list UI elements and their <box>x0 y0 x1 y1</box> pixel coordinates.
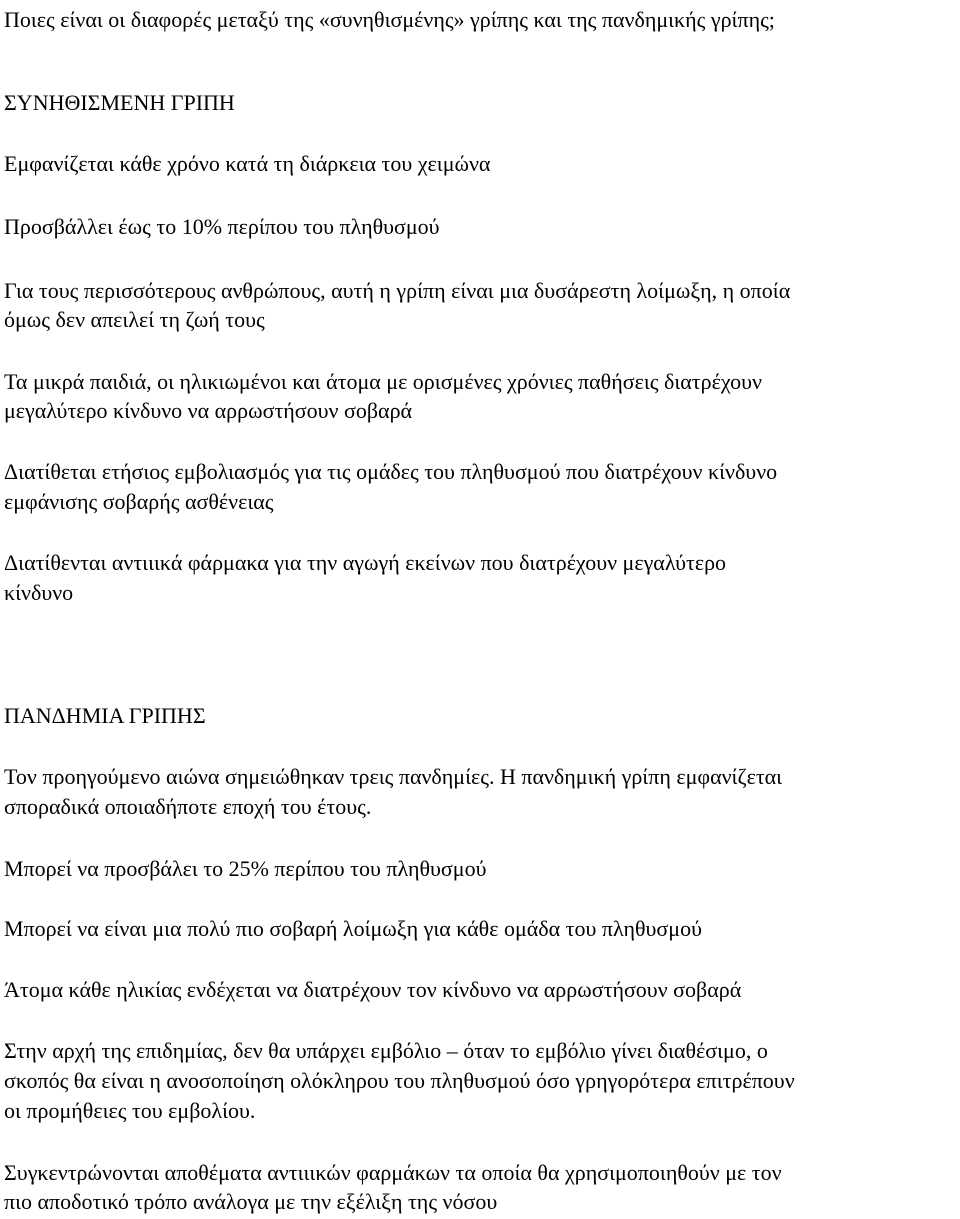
seasonal-paragraph-5-line-2: εμφάνισης σοβαρής ασθένειας <box>4 489 274 514</box>
pandemic-flu-heading: ΠΑΝΔΗΜΙΑ ΓΡΙΠΗΣ <box>4 703 206 728</box>
pandemic-paragraph-2: Μπορεί να προσβάλει το 25% περίπου του πληθυσμού <box>4 856 487 881</box>
question-heading: Ποιες είναι οι διαφορές μεταξύ της «συνηθισμένης» γρίπης και της πανδημικής γρίπης; <box>4 7 775 32</box>
seasonal-flu-heading: ΣΥΝΗΘΙΣΜΕΝΗ ΓΡΙΠΗ <box>4 90 235 115</box>
seasonal-paragraph-3-line-2: όμως δεν απειλεί τη ζωή τους <box>4 307 265 332</box>
pandemic-paragraph-4: Άτομα κάθε ηλικίας ενδέχεται να διατρέχουν τον κίνδυνο να αρρωστήσουν σοβαρά <box>4 977 742 1002</box>
pandemic-paragraph-5-line-1: Στην αρχή της επιδημίας, δεν θα υπάρχει εμβόλιο – όταν το εμβόλιο γίνει διαθέσιμο, ο <box>4 1038 768 1063</box>
pandemic-paragraph-6-line-2: πιο αποδοτικό τρόπο ανάλογα με την εξέλιξη της νόσου <box>4 1189 498 1214</box>
pandemic-paragraph-1-line-1: Τον προηγούμενο αιώνα σημειώθηκαν τρεις πανδημίες. Η πανδημική γρίπη εμφανίζεται <box>4 764 783 789</box>
seasonal-paragraph-3-line-1: Για τους περισσότερους ανθρώπους, αυτή η γρίπη είναι μια δυσάρεστη λοίμωξη, η οποία <box>4 278 791 303</box>
seasonal-paragraph-4-line-1: Τα μικρά παιδιά, οι ηλικιωμένοι και άτομα με ορισμένες χρόνιες παθήσεις διατρέχουν <box>4 369 762 394</box>
pandemic-paragraph-5-line-2: σκοπός θα είναι η ανοσοποίηση ολόκληρου του πληθυσμού όσο γρηγορότερα επιτρέπουν <box>4 1068 795 1093</box>
pandemic-paragraph-1-line-2: σποραδικά οποιαδήποτε εποχή του έτους. <box>4 794 372 819</box>
pandemic-paragraph-6-line-1: Συγκεντρώνονται αποθέματα αντιιικών φαρμάκων τα οποία θα χρησιμοποιηθούν με τον <box>4 1160 782 1185</box>
pandemic-paragraph-3: Μπορεί να είναι μια πολύ πιο σοβαρή λοίμωξη για κάθε ομάδα του πληθυσμού <box>4 916 702 941</box>
seasonal-paragraph-6-line-1: Διατίθενται αντιιικά φάρμακα για την αγωγή εκείνων που διατρέχουν μεγαλύτερο <box>4 550 727 575</box>
seasonal-paragraph-4-line-2: μεγαλύτερο κίνδυνο να αρρωστήσουν σοβαρά <box>4 398 413 423</box>
seasonal-paragraph-5-line-1: Διατίθεται ετήσιος εμβολιασμός για τις ομάδες του πληθυσμού που διατρέχουν κίνδυνο <box>4 459 778 484</box>
seasonal-paragraph-2: Προσβάλλει έως το 10% περίπου του πληθυσμού <box>4 214 440 239</box>
pandemic-paragraph-5-line-3: οι προμήθειες του εμβολίου. <box>4 1098 256 1123</box>
seasonal-paragraph-6-line-2: κίνδυνο <box>4 580 74 605</box>
seasonal-paragraph-1: Εμφανίζεται κάθε χρόνο κατά τη διάρκεια του χειμώνα <box>4 151 491 176</box>
